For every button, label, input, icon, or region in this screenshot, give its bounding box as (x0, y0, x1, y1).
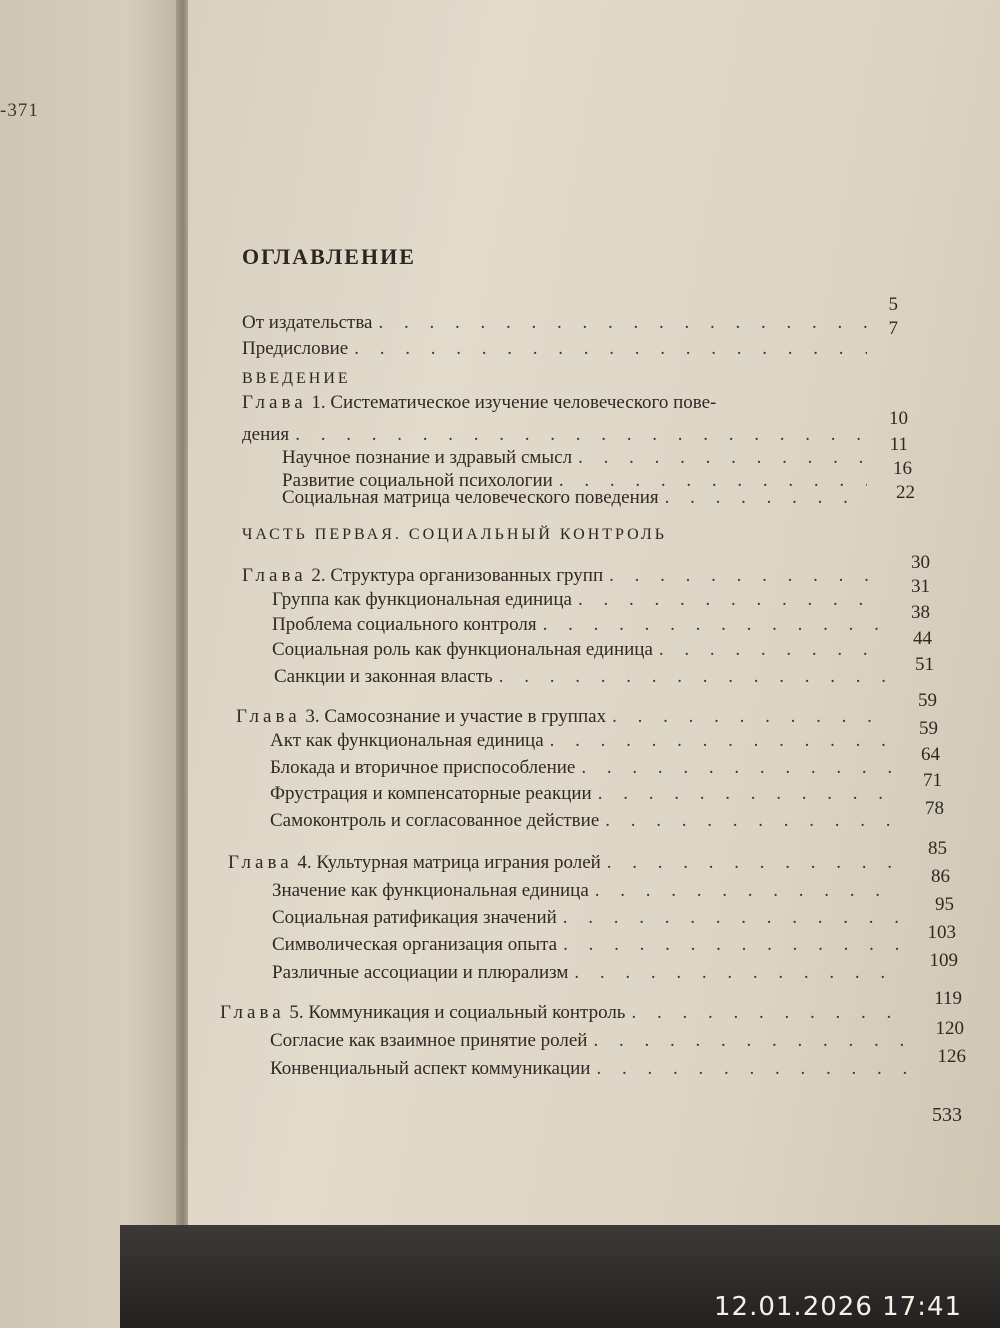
toc-page: 38 (911, 602, 930, 623)
toc-page: 31 (911, 576, 930, 597)
toc-page: 22 (896, 482, 915, 503)
toc-page: 85 (928, 838, 947, 859)
toc-page: 51 (915, 654, 934, 675)
toc-page: 86 (931, 866, 950, 887)
toc-page: 119 (934, 988, 962, 1009)
toc-entry: Проблема социального контроля . . . (272, 614, 884, 636)
toc-entry: Самоконтроль и согласованное действие . . . (270, 810, 892, 832)
chapter-2-title: Глава 2. Структура организованных групп . . . (242, 565, 882, 587)
toc-page: 44 (913, 628, 932, 649)
chapter-1-title-cont: дения . . . (242, 424, 860, 446)
toc-entry: Социальная ратификация значений . . . (272, 907, 902, 929)
toc-page: 126 (937, 1046, 966, 1067)
toc-page: 78 (925, 798, 944, 819)
toc-page: 30 (911, 552, 930, 573)
chapter-3-title: Глава 3. Самосознание и участие в группах . . . (236, 706, 891, 728)
toc-page: 120 (935, 1018, 964, 1039)
section-header-part1: ЧАСТЬ ПЕРВАЯ. СОЦИАЛЬНЫЙ КОНТРОЛЬ (242, 526, 667, 543)
toc-entry: Символическая организация опыта . . . (272, 934, 902, 956)
toc-page: 5 (888, 294, 898, 315)
toc-page: 16 (893, 458, 912, 479)
toc-page: 59 (919, 718, 938, 739)
toc-entry: Конвенциальный аспект коммуникации . . . (270, 1058, 910, 1080)
toc-entry: Фрустрация и компенсаторные реакции . . . (270, 783, 892, 805)
toc-entry-preface: Предисловие . . . (242, 338, 867, 360)
toc-page: 71 (923, 770, 942, 791)
toc-page: 64 (921, 744, 940, 765)
left-page-code: -371 (0, 100, 39, 121)
toc-entry: Значение как функциональная единица . . . (272, 880, 902, 902)
toc-page: 10 (889, 408, 908, 429)
toc-entry: Согласие как взаимное принятие ролей . . . (270, 1030, 910, 1052)
toc-page: 7 (888, 318, 898, 339)
toc-entry: Социальная матрица человеческого поведения . . . (282, 487, 867, 509)
toc-entry: Санкции и законная власть . . . (274, 666, 886, 688)
section-header-intro: ВВЕДЕНИЕ (242, 370, 351, 387)
toc-page: 103 (927, 922, 956, 943)
toc-entry: Развитие социальной психологии . . . (282, 470, 867, 492)
toc-page: 109 (929, 950, 958, 971)
chapter-4-title: Глава 4. Культурная матрица играния ролей . . . (228, 852, 900, 874)
toc-entry: Группа как функциональная единица . . . (272, 589, 884, 611)
toc-entry: Научное познание и здравый смысл . . . (282, 447, 867, 469)
toc-entry: Социальная роль как функциональная единица . . . (272, 639, 884, 661)
toc-entry: Блокада и вторичное приспособление . . . (270, 757, 892, 779)
toc-entry: Различные ассоциации и плюрализм . . . (272, 962, 902, 984)
page-number: 533 (932, 1104, 962, 1126)
toc-entry-publisher: От издательства . . . (242, 312, 867, 334)
toc-page: 59 (918, 690, 937, 711)
chapter-5-title: Глава 5. Коммуникация и социальный контроль . . . (220, 1002, 910, 1024)
left-page (0, 0, 182, 1328)
toc-page: 11 (889, 434, 908, 455)
photo-timestamp: 12.01.2026 17:41 (714, 1292, 963, 1322)
chapter-1-title: Глава 1. Систематическое изучение человеческого пове- (242, 392, 717, 413)
toc-title: ОГЛАВЛЕНИЕ (242, 244, 416, 269)
toc-page: 95 (935, 894, 954, 915)
toc-entry: Акт как функциональная единица . . . (270, 730, 892, 752)
